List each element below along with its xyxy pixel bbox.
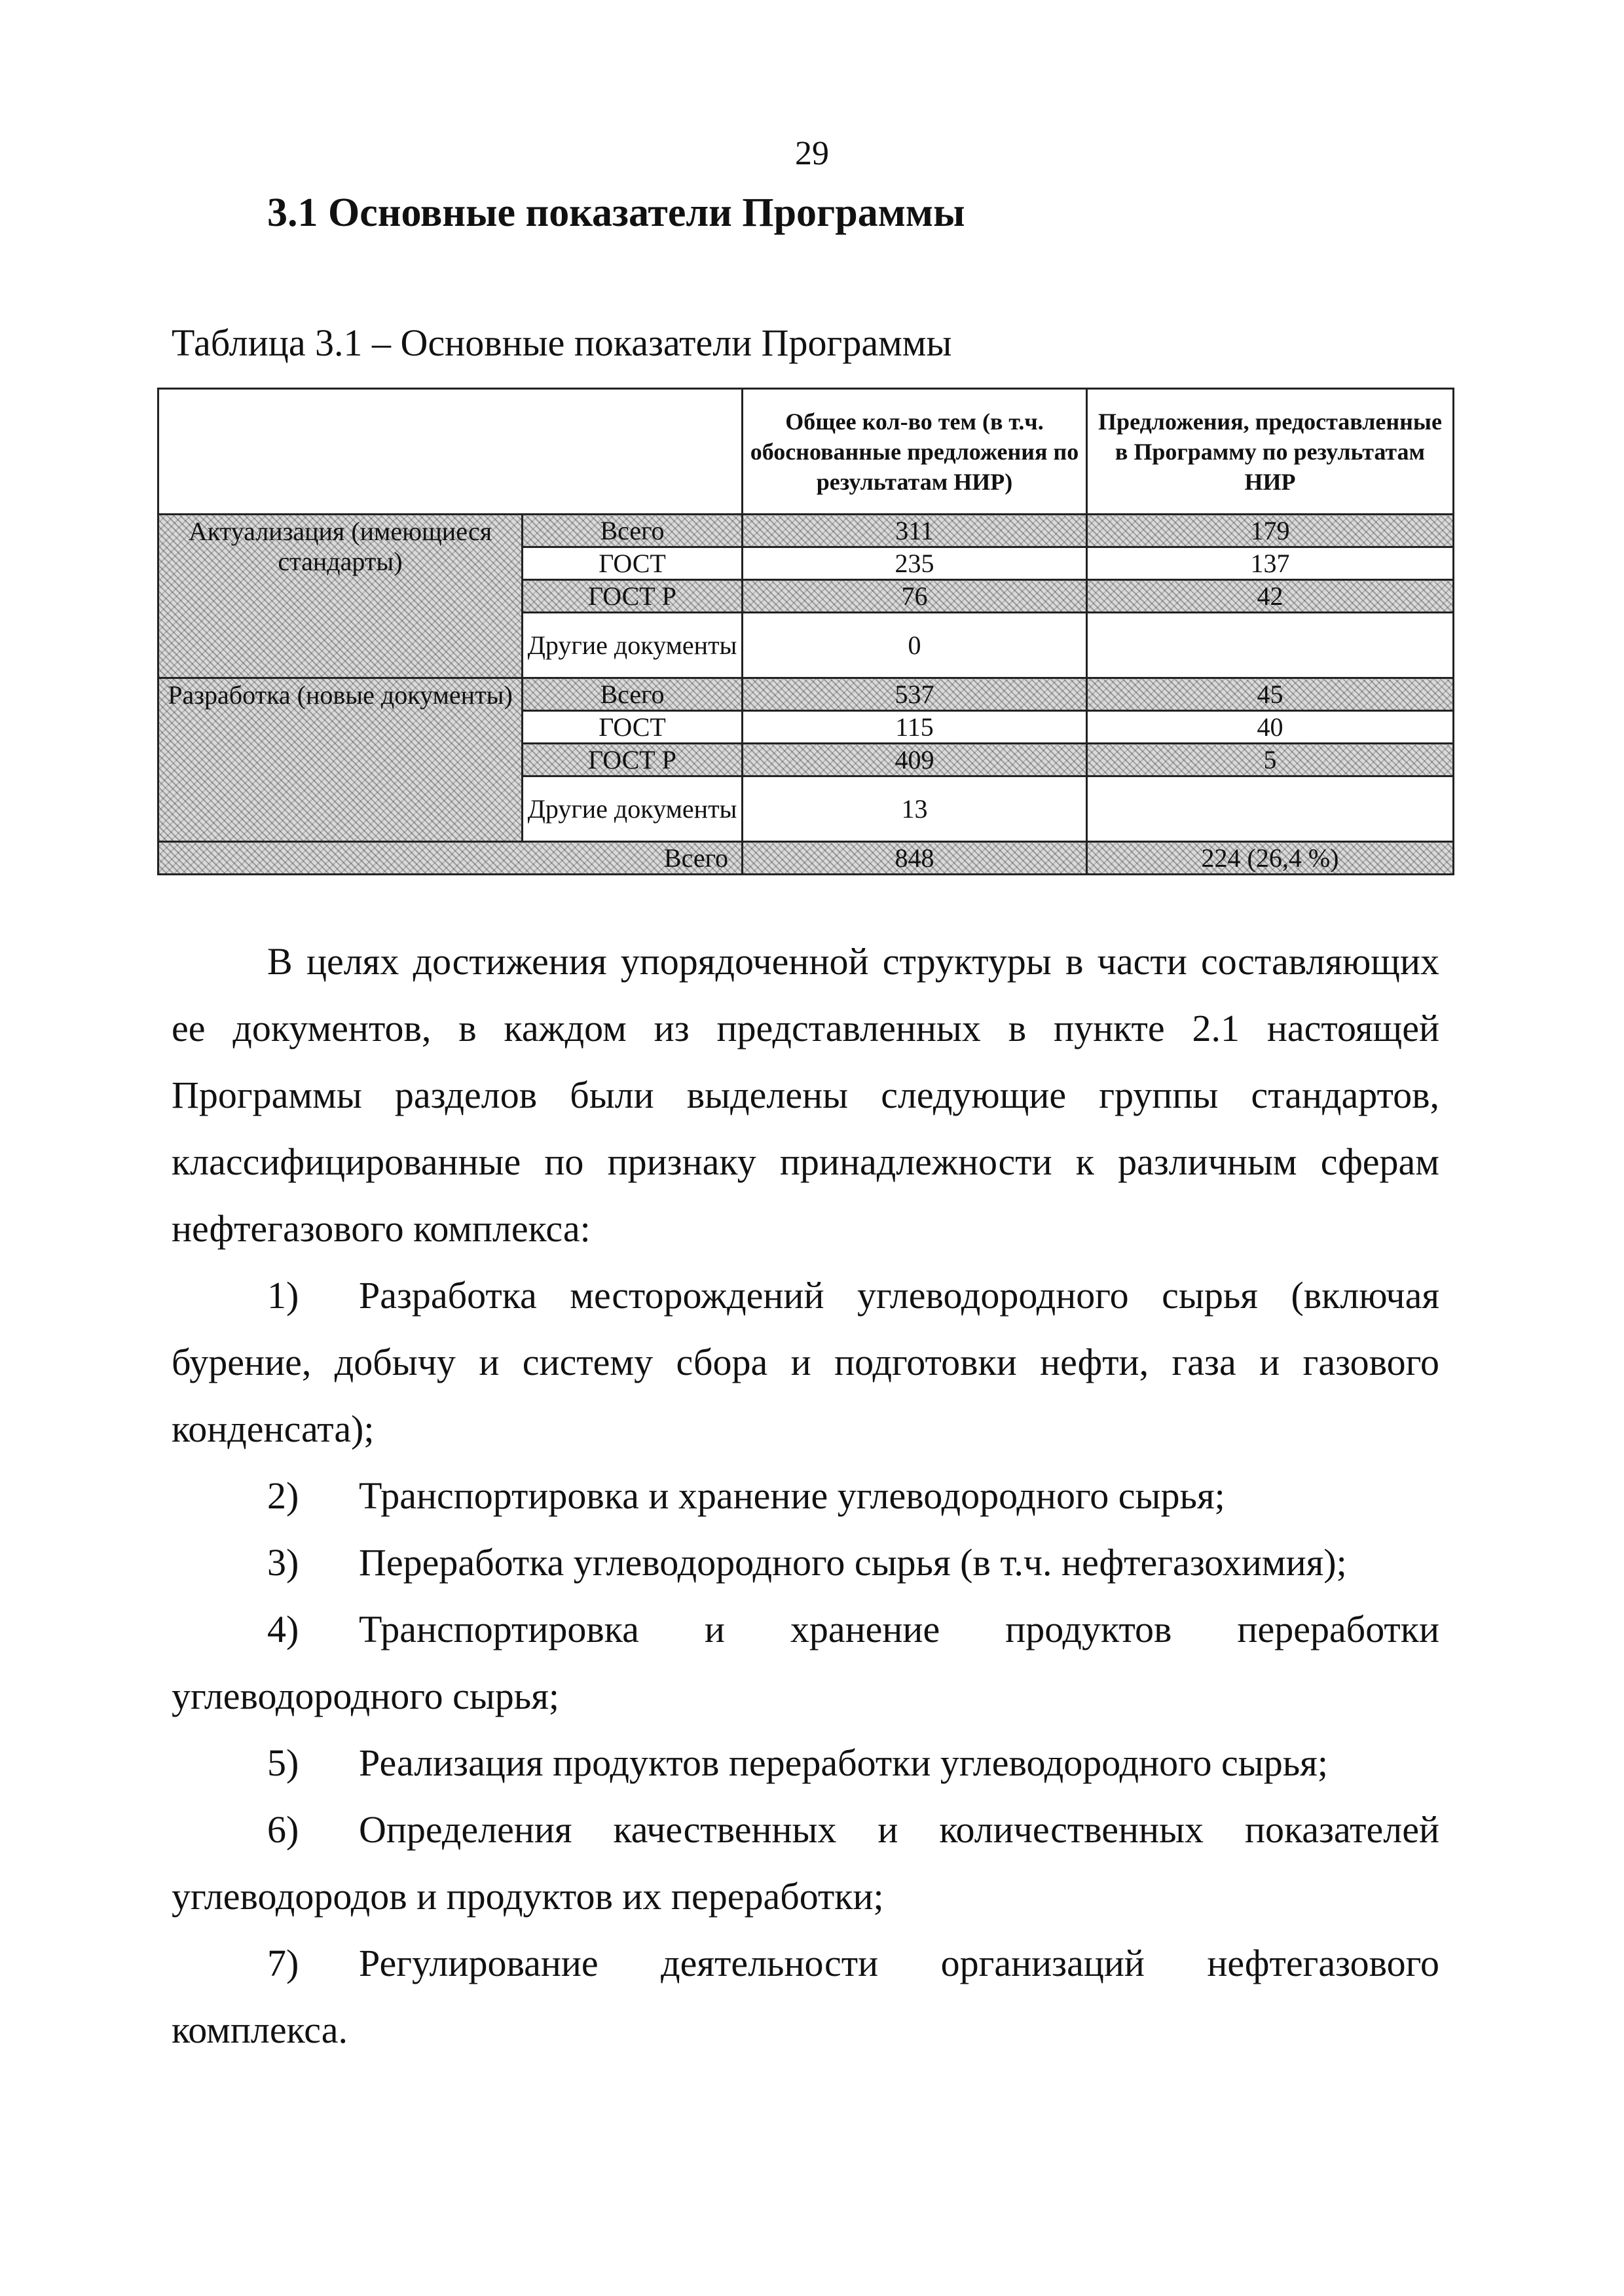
row-proposals: 45 <box>1087 678 1454 711</box>
list-item <box>172 1796 1439 1930</box>
row-type: ГОСТ <box>523 711 743 744</box>
row-type: ГОСТ Р <box>523 744 743 776</box>
header-total-topics: Общее кол-во тем (в т.ч. обоснованные предложения по результатам НИР) <box>743 389 1087 515</box>
list-item-number: 6) <box>267 1808 299 1851</box>
body-paragraph: В целях достижения упорядоченной структуры в части составляющих ее документов, в каждом из представленных в пункте 2.1 настоящей Программы разделов были выделены следующие группы стандартов, классифицированные по признаку принадлежности к различным сферам нефтегазового комплекса: <box>172 940 1439 1250</box>
list-item-text: Реализация продуктов переработки углеводородного сырья; <box>359 1741 1328 1784</box>
row-proposals: 179 <box>1087 515 1454 547</box>
list-item <box>172 1529 1439 1596</box>
row-total: 76 <box>743 580 1087 613</box>
row-type: Другие документы <box>523 613 743 678</box>
list-item-number: 2) <box>267 1474 299 1517</box>
list-item-number: 5) <box>267 1741 299 1784</box>
grand-total-value: 848 <box>743 842 1087 875</box>
list-item <box>172 1930 1439 2064</box>
list-item <box>172 1262 1439 1463</box>
row-proposals: 42 <box>1087 580 1454 613</box>
row-proposals <box>1087 613 1454 678</box>
table-row <box>158 515 1454 547</box>
list-item <box>172 1730 1439 1796</box>
list-item-text: Транспортировка и хранение углеводородного сырья; <box>359 1474 1225 1517</box>
section-heading: 3.1 Основные показатели Программы <box>267 191 965 235</box>
row-type: Всего <box>523 515 743 547</box>
row-total: 13 <box>743 776 1087 842</box>
grand-total-proposals: 224 (26,4 %) <box>1087 842 1454 875</box>
row-proposals: 5 <box>1087 744 1454 776</box>
header-empty-cell <box>158 389 743 515</box>
group-label: Актуализация (имеющиеся стандарты) <box>158 515 523 678</box>
header-proposals: Предложения, предоставленные в Программу по результатам НИР <box>1087 389 1454 515</box>
list-item <box>172 1596 1439 1730</box>
list-item-text: Регулирование деятельности организаций нефтегазового комплекса. <box>172 1942 1439 2051</box>
row-proposals: 40 <box>1087 711 1454 744</box>
row-proposals <box>1087 776 1454 842</box>
indicators-table <box>157 388 1454 875</box>
table-row <box>158 678 1454 711</box>
row-total: 115 <box>743 711 1087 744</box>
list-item-number: 4) <box>267 1608 299 1650</box>
list-item-number: 3) <box>267 1541 299 1584</box>
list-item-number: 7) <box>267 1942 299 1984</box>
table-caption: Таблица 3.1 – Основные показатели Программы <box>172 321 952 364</box>
list-item <box>172 1463 1439 1529</box>
standards-groups-list <box>172 1262 1439 2064</box>
row-total: 537 <box>743 678 1087 711</box>
row-type: Всего <box>523 678 743 711</box>
list-item-text: Разработка месторождений углеводородного сырья (включая бурение, добычу и систему сбора и подготовки нефти, газа и газового конденсата); <box>172 1274 1439 1450</box>
group-label: Разработка (новые документы) <box>158 678 523 842</box>
list-item-number: 1) <box>267 1274 299 1317</box>
row-proposals: 137 <box>1087 547 1454 580</box>
row-type: Другие документы <box>523 776 743 842</box>
list-item-text: Определения качественных и количественных показателей углеводородов и продуктов их переработки; <box>172 1808 1439 1918</box>
row-type: ГОСТ Р <box>523 580 743 613</box>
row-total: 235 <box>743 547 1087 580</box>
row-total: 0 <box>743 613 1087 678</box>
list-item-text: Транспортировка и хранение продуктов переработки углеводородного сырья; <box>172 1608 1439 1717</box>
row-type: ГОСТ <box>523 547 743 580</box>
row-total: 409 <box>743 744 1087 776</box>
table-header-row <box>158 389 1454 515</box>
table-total-row <box>158 842 1454 875</box>
page-number: 29 <box>795 135 829 172</box>
grand-total-label: Всего <box>158 842 743 875</box>
row-total: 311 <box>743 515 1087 547</box>
list-item-text: Переработка углеводородного сырья (в т.ч. нефтегазохимия); <box>359 1541 1347 1584</box>
